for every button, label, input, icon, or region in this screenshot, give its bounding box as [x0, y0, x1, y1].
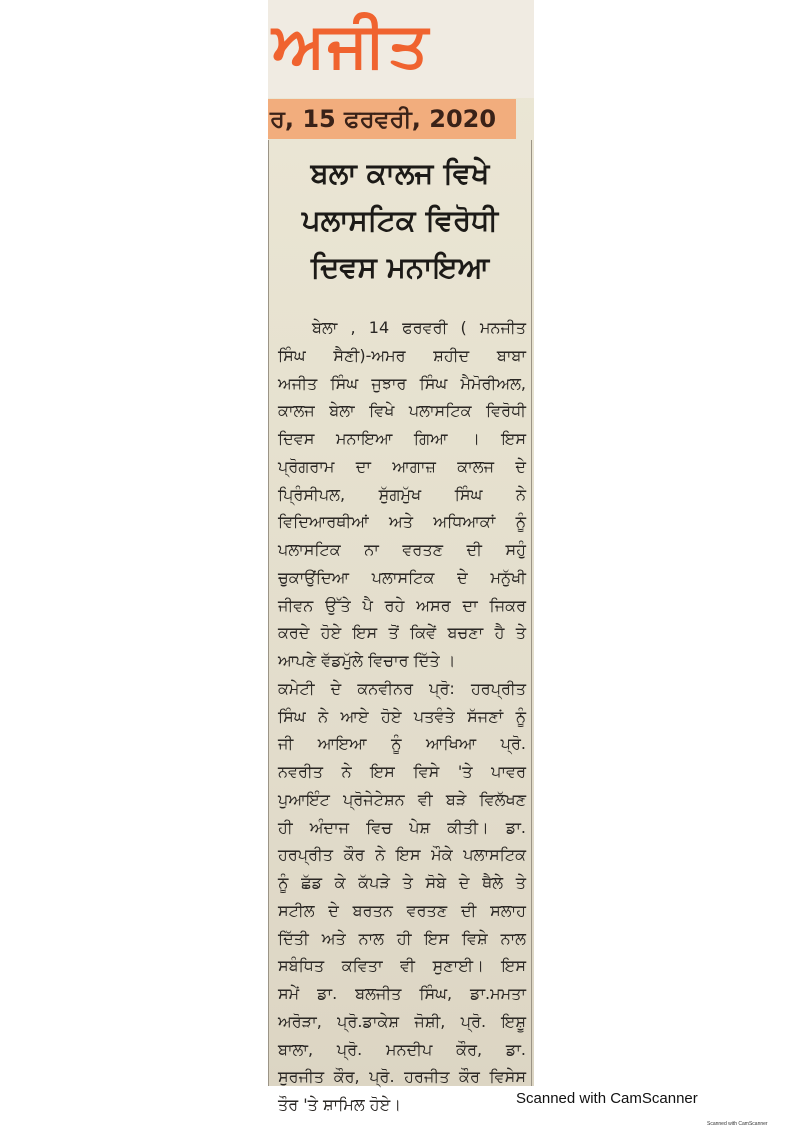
body-line: ਬੇਲਾ , 14 ਫਰਵਰੀ ( ਮਨਜੀਤ	[312, 318, 526, 337]
body-line: ਹੀ ਅੰਦਾਜ ਵਿਚ ਪੇਸ਼ ਕੀਤੀ। ਡਾ.	[278, 817, 526, 837]
masthead-title: ਅਜੀਤ	[272, 8, 431, 81]
body-line: ਜੀਵਨ ਉੱਤੇ ਪੈ ਰਹੇ ਅਸਰ ਦਾ ਜਿਕਰ	[278, 595, 526, 615]
body-line: ਸਟੀਲ ਦੇ ਬਰਤਨ ਵਰਤਣ ਦੀ ਸਲਾਹ	[278, 900, 526, 920]
date-band	[268, 99, 516, 139]
body-line: ਵਿਦਿਆਰਥੀਆਂ ਅਤੇ ਅਧਿਆਕਾਂ ਨੂੰ	[278, 512, 526, 532]
body-line: ਅਰੋੜਾ, ਪ੍ਰੋ.ਡਾਕੇਸ਼ ਜੋਸ਼ੀ, ਪ੍ਰੋ. ਇਸ਼ੂ	[278, 1011, 526, 1031]
body-line: ਜੀ ਆਇਆ ਨੂੰ ਆਖਿਆ ਪ੍ਰੋ.	[278, 734, 526, 754]
body-line: ਸਿੰਘ ਨੇ ਆਏ ਹੋਏ ਪਤਵੰਤੇ ਸੱਜਣਾਂ ਨੂੰ	[278, 706, 526, 726]
body-line: ਨਵਰੀਤ ਨੇ ਇਸ ਵਿਸੇ 'ਤੇ ਪਾਵਰ	[278, 762, 526, 781]
body-line: ਕਾਲਜ ਬੇਲਾ ਵਿਖੇ ਪਲਾਸਟਿਕ ਵਿਰੋਧੀ	[278, 401, 526, 421]
newspaper-masthead	[268, 0, 534, 98]
headline-line: ਬਲਾ ਕਾਲਜ ਵਿਖੇ	[310, 156, 490, 190]
scanner-watermark: Scanned with CamScanner	[707, 1121, 768, 1127]
headline-line: ਦਿਵਸ ਮਨਾਇਆ	[310, 250, 490, 284]
body-line: ਨੂੰ ਛੱਡ ਕੇ ਕੱਪੜੇ ਤੇ ਸੋਬੇ ਦੇ ਥੈਲੇ ਤੇ	[278, 873, 526, 892]
column-rule-left	[268, 140, 269, 1086]
body-line: ਸਮੇਂ ਡਾ. ਬਲਜੀਤ ਸਿੰਘ, ਡਾ.ਮਮਤਾ	[278, 984, 526, 1003]
body-line: ਦਿਵਸ ਮਨਾਇਆ ਗਿਆ । ਇਸ	[278, 429, 526, 448]
body-line: ਪ੍ਰੋਗਰਾਮ ਦਾ ਆਗਾਜ਼ ਕਾਲਜ ਦੇ	[278, 456, 526, 476]
column-rule-right	[531, 140, 532, 1086]
body-line: ਕਮੇਟੀ ਦੇ ਕਨਵੀਨਰ ਪ੍ਰੋ: ਹਰਪ੍ਰੀਤ	[278, 678, 526, 698]
scanner-caption: Scanned with CamScanner	[516, 1090, 698, 1107]
body-line: ਕਰਦੇ ਹੋਏ ਇਸ ਤੋਂ ਕਿਵੇਂ ਬਚਣਾ ਹੈ ਤੇ	[278, 623, 526, 643]
body-line: ਸਬੰਧਿਤ ਕਵਿਤਾ ਵੀ ਸੁਣਾਈ। ਇਸ	[278, 956, 526, 976]
article-body	[278, 314, 526, 1119]
newspaper-clipping	[268, 0, 534, 1114]
body-line: ਬਾਲਾ, ਪ੍ਰੋ. ਮਨਦੀਪ ਕੌਰ, ਡਾ.	[278, 1039, 526, 1059]
body-line: ਹਰਪ੍ਰੀਤ ਕੌਰ ਨੇ ਇਸ ਮੌਕੇ ਪਲਾਸਟਿਕ	[278, 845, 526, 865]
body-line: ਪੁਆਇੰਟ ਪ੍ਰੋਜੇਟੇਸ਼ਨ ਵੀ ਬੜੇ ਵਿਲੱਖਣ	[278, 789, 526, 809]
body-line: ਆਪਣੇ ਵੱਡਮੁੱਲੇ ਵਿਚਾਰ ਦਿੱਤੇ ।	[278, 651, 456, 670]
body-line: ਪਲਾਸਟਿਕ ਨਾ ਵਰਤਣ ਦੀ ਸਹੁੰ	[278, 540, 526, 559]
body-line: ਦਿੱਤੀ ਅਤੇ ਨਾਲ ਹੀ ਇਸ ਵਿਸ਼ੇ ਨਾਲ	[278, 928, 526, 948]
body-line: ਸਿੰਘ ਸੈਣੀ)-ਅਮਰ ਸ਼ਹੀਦ ਬਾਬਾ	[278, 345, 526, 365]
body-line: ਸੁਰਜੀਤ ਕੌਰ, ਪ੍ਰੋ. ਹਰਜੀਤ ਕੌਰ ਵਿਸੇਸ	[278, 1067, 526, 1087]
publication-date: ਰ, 15 ਫਰਵਰੀ, 2020	[270, 105, 497, 133]
headline-line: ਪਲਾਸਟਿਕ ਵਿਰੋਧੀ	[301, 203, 499, 237]
body-line: ਚੁਕਾਉਂਦਿਆ ਪਲਾਸਟਿਕ ਦੇ ਮਨੁੱਖੀ	[278, 567, 526, 587]
article-headline	[274, 150, 526, 291]
body-line: ਪ੍ਰਿੰਸੀਪਲ, ਸੁੱਗਮੁੱਖ ਸਿੰਘ ਨੇ	[278, 484, 526, 504]
body-line: ਅਜੀਤ ਸਿੰਘ ਜੁਝਾਰ ਸਿੰਘ ਮੈਮੋਰੀਅਲ,	[278, 373, 526, 393]
body-line: ਤੌਰ 'ਤੇ ਸ਼ਾਮਿਲ ਹੋਏ।	[278, 1095, 402, 1114]
